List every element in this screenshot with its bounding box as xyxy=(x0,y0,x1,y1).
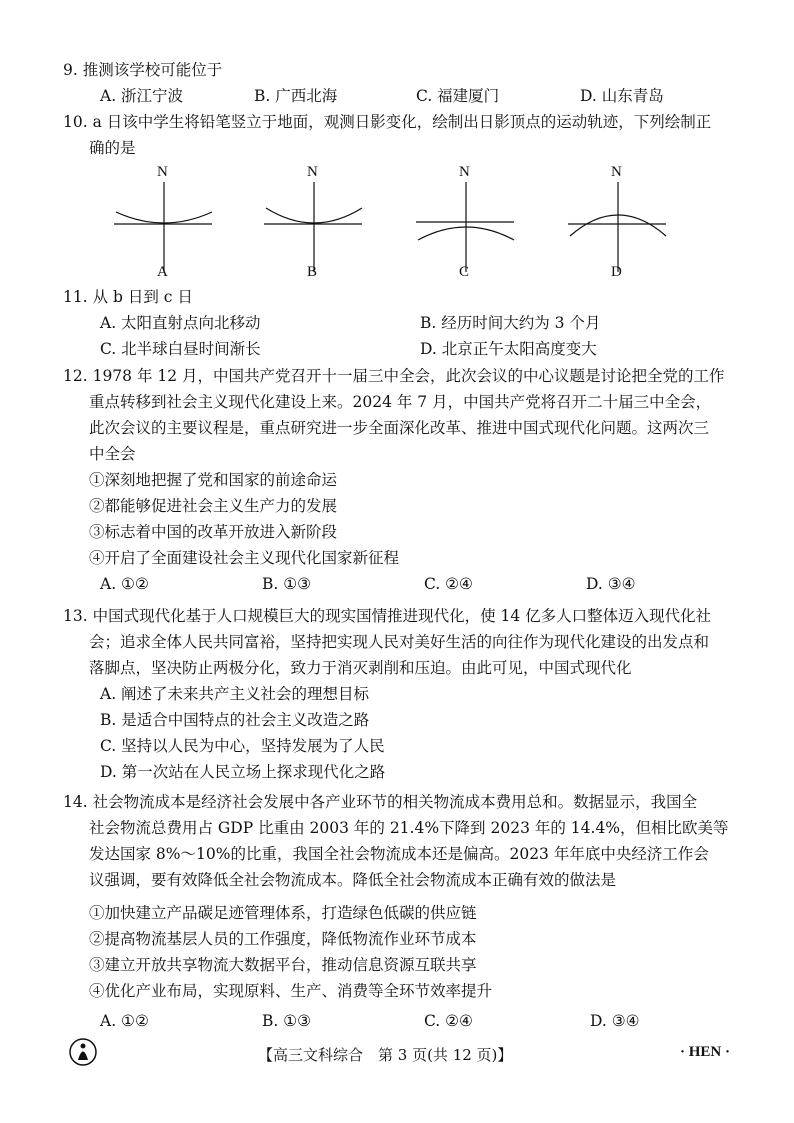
q14-option-a: A. ①② xyxy=(100,1012,149,1030)
q12-item-3: ③标志着中国的改革开放进入新阶段 xyxy=(89,523,338,541)
q14-item-2: ②提高物流基层人员的工作强度，降低物流作业环节成本 xyxy=(89,930,477,948)
q9-option-b: B. 广西北海 xyxy=(254,87,338,105)
diagram-c-north-label: N xyxy=(459,164,470,180)
q11-option-c: C. 北半球白昼时间渐长 xyxy=(100,340,261,358)
diagram-a xyxy=(112,164,216,286)
q13-stem-line2: 会；追求全体人民共同富裕，坚持把实现人民对美好生活的向往作为现代化建设的出发点和 xyxy=(89,633,710,651)
diagram-b xyxy=(262,164,366,286)
q14-option-c: C. ②④ xyxy=(424,1012,473,1030)
q12-item-4: ④开启了全面建设社会主义现代化国家新征程 xyxy=(89,549,400,567)
publisher-logo-icon xyxy=(68,1037,98,1067)
q9-stem: 9. 推测该学校可能位于 xyxy=(63,61,223,79)
diagram-c-figure xyxy=(414,176,518,276)
q14-item-1: ①加快建立产品碳足迹管理体系，打造绿色低碳的供应链 xyxy=(89,904,477,922)
q12-stem-line2: 重点转移到社会主义现代化建设上来。2024 年 7 月，中国共产党将召开二十届三中全会， xyxy=(89,393,712,411)
q10-stem-line1: 10. a 日该中学生将铅笔竖立于地面，观测日影变化，绘制出日影顶点的运动轨迹，下列绘制正 xyxy=(63,113,712,131)
diagram-b-label: B xyxy=(307,264,318,280)
q14-option-b: B. ①③ xyxy=(262,1012,312,1030)
q14-stem-line1: 14. 社会物流成本是经济社会发展中各产业环节的相关物流成本费用总和。数据显示，我国全 xyxy=(63,793,698,811)
diagram-d xyxy=(566,164,670,286)
q13-option-c: C. 坚持以人民为中心，坚持发展为了人民 xyxy=(100,737,385,755)
q10-stem-line2: 确的是 xyxy=(89,139,136,157)
q14-stem-line3: 发达国家 8%～10%的比重，我国全社会物流成本还是偏高。2023 年年底中央经济工作会 xyxy=(89,845,709,863)
q14-option-d: D. ③④ xyxy=(590,1012,640,1030)
q13-option-a: A. 阐述了未来共产主义社会的理想目标 xyxy=(100,685,370,703)
q12-stem-line4: 中全会 xyxy=(89,445,136,463)
q9-option-d: D. 山东青岛 xyxy=(580,87,664,105)
footer-code: · HEN · xyxy=(680,1044,731,1060)
diagram-a-label: A xyxy=(157,264,168,280)
q12-item-2: ②都能够促进社会主义生产力的发展 xyxy=(89,497,338,515)
q11-stem: 11. 从 b 日到 c 日 xyxy=(63,288,193,306)
q14-item-3: ③建立开放共享物流大数据平台，推动信息资源互联共享 xyxy=(89,956,477,974)
diagram-c-label: C xyxy=(459,264,470,280)
q11-option-b: B. 经历时间大约为 3 个月 xyxy=(420,314,601,332)
q14-item-4: ④优化产业布局，实现原料、生产、消费等全环节效率提升 xyxy=(89,982,493,1000)
diagram-a-figure xyxy=(112,176,216,276)
q13-option-d: D. 第一次站在人民立场上探求现代化之路 xyxy=(100,763,386,781)
diagram-a-north-label: N xyxy=(157,164,168,180)
q14-stem-line4: 议强调，要有效降低全社会物流成本。降低全社会物流成本正确有效的做法是 xyxy=(89,871,617,889)
q12-item-1: ①深刻地把握了党和国家的前途命运 xyxy=(89,471,338,489)
diagram-c xyxy=(414,164,518,286)
diagram-b-north-label: N xyxy=(307,164,318,180)
q12-option-b: B. ①③ xyxy=(262,575,312,593)
q11-option-a: A. 太阳直射点向北移动 xyxy=(100,314,261,332)
q14-stem-line2: 社会物流总费用占 GDP 比重由 2003 年的 21.4%下降到 2023 年的 14.4%，但相比欧美等 xyxy=(89,819,729,837)
diagram-d-label: D xyxy=(611,264,622,280)
q12-option-c: C. ②④ xyxy=(424,575,473,593)
q13-stem-line1: 13. 中国式现代化基于人口规模巨大的现实国情推进现代化，使 14 亿多人口整体迈入现代化社 xyxy=(63,607,712,625)
q12-stem-line3: 此次会议的主要议程是，重点研究进一步全面深化改革、推进中国式现代化问题。这两次三 xyxy=(89,419,710,437)
q12-option-d: D. ③④ xyxy=(586,575,636,593)
diagram-d-figure xyxy=(566,176,670,276)
footer-page-info: 【高三文科综合 第 3 页(共 12 页)】 xyxy=(258,1046,513,1064)
q9-option-c: C. 福建厦门 xyxy=(416,87,500,105)
q9-option-a: A. 浙江宁波 xyxy=(100,87,184,105)
diagram-d-north-label: N xyxy=(611,164,622,180)
q12-option-a: A. ①② xyxy=(100,575,149,593)
q12-stem-line1: 12. 1978 年 12 月，中国共产党召开十一届三中全会，此次会议的中心议题是讨论把全党的工作 xyxy=(63,367,725,385)
diagram-b-figure xyxy=(262,176,366,276)
q13-stem-line3: 落脚点，坚决防止两极分化，致力于消灭剥削和压迫。由此可见，中国式现代化 xyxy=(89,659,632,677)
q11-option-d: D. 北京正午太阳高度变大 xyxy=(420,340,597,358)
q13-option-b: B. 是适合中国特点的社会主义改造之路 xyxy=(100,711,370,729)
